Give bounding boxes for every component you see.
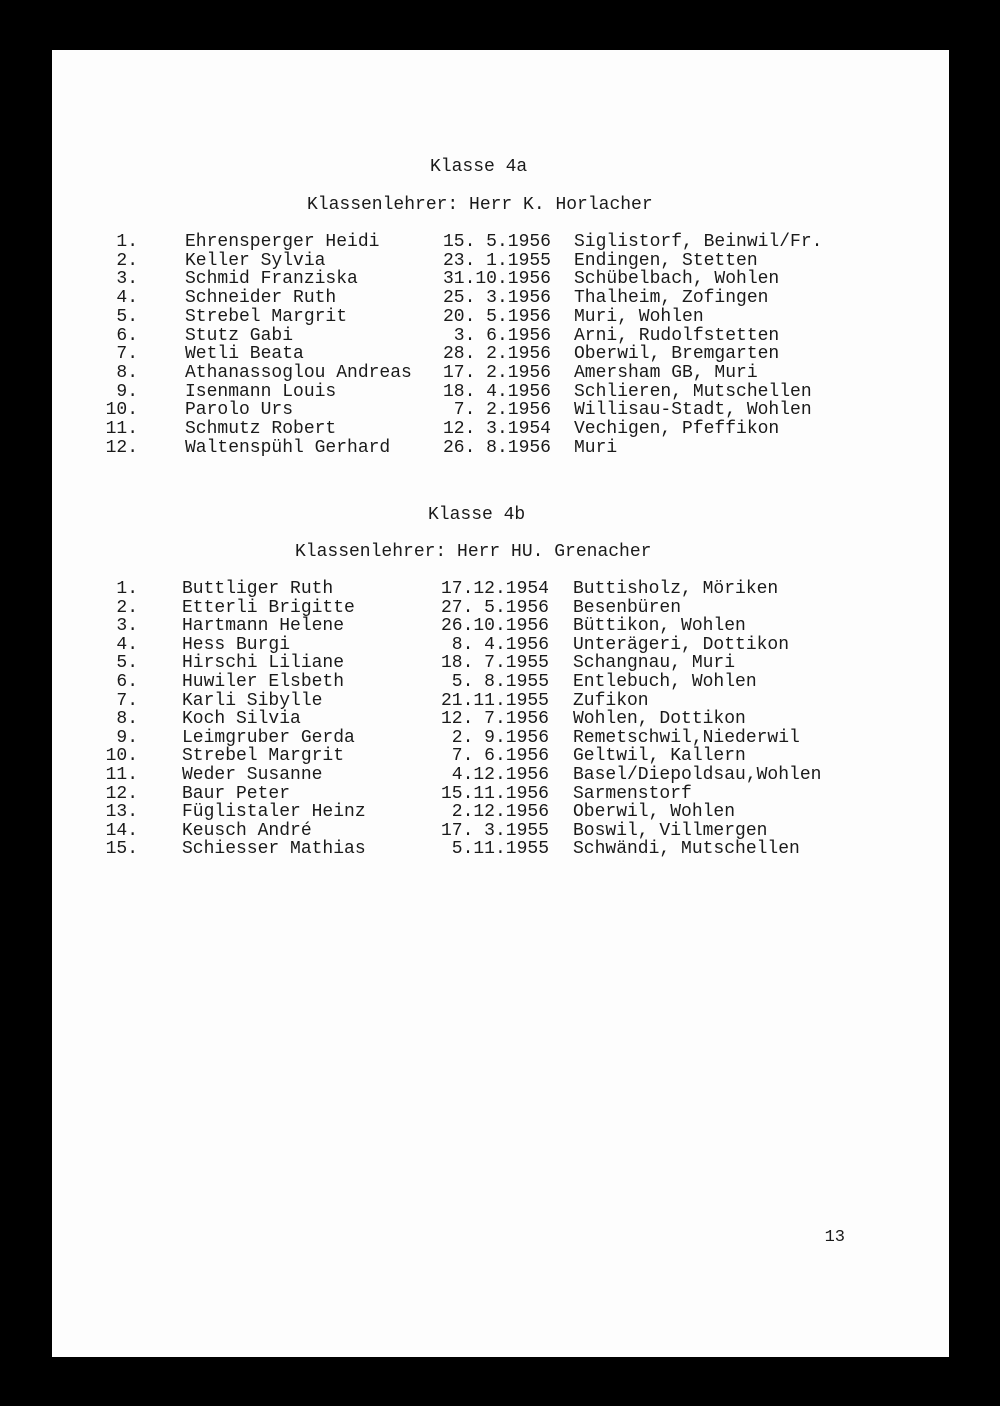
place-of-origin: Schübelbach, Wohlen [574, 269, 780, 290]
table-row [52, 599, 942, 618]
place-of-origin: Willisau-Stadt, Wohlen [574, 400, 812, 421]
row-number: 4. [116, 634, 138, 655]
student-name: Füglistaler Heinz [182, 802, 366, 823]
place-of-origin: Arni, Rudolfstetten [574, 325, 780, 346]
place-of-origin: Remetschwil,Niederwil [573, 727, 800, 748]
row-number: 6. [116, 672, 138, 692]
row-number: 7. [116, 344, 138, 365]
student-name: Schmid Franziska [185, 269, 358, 290]
birth-date: 28. 2.1956 [442, 344, 551, 365]
place-of-origin: Geltwil, Kallern [573, 746, 746, 767]
class-teacher-4b: Klassenlehrer: Herr HU. Grenacher [295, 542, 652, 562]
row-number: 11. [105, 765, 138, 785]
student-name: Keller Sylvia [185, 250, 326, 271]
table-row [52, 401, 942, 420]
place-of-origin: Muri, Wohlen [574, 306, 704, 327]
student-name: Wetli Beata [185, 344, 304, 365]
student-name: Buttliger Ruth [182, 579, 334, 599]
document-page [52, 50, 949, 1357]
birth-date: 2. 9.1956 [451, 727, 549, 748]
row-number: 10. [105, 400, 138, 421]
row-number: 11. [105, 419, 138, 439]
student-name: Strebel Margrit [185, 306, 348, 327]
row-number: 2. [116, 250, 138, 271]
student-name: Stutz Gabi [185, 325, 294, 346]
row-number: 1. [116, 232, 138, 252]
birth-date: 3. 6.1956 [453, 325, 551, 346]
student-name: Baur Peter [182, 783, 291, 804]
student-name: Huwiler Elsbeth [182, 672, 345, 692]
birth-date: 8. 4.1956 [451, 634, 549, 655]
class-title-4a: Klasse 4a [430, 157, 528, 177]
place-of-origin: Basel/Diepoldsau,Wohlen [573, 765, 822, 785]
birth-date: 12. 7.1956 [440, 709, 549, 730]
class-title-4b: Klasse 4b [428, 505, 526, 525]
table-row [52, 747, 942, 766]
row-number: 3. [116, 616, 138, 637]
student-name: Schneider Ruth [185, 288, 337, 309]
student-name: Weder Susanne [182, 765, 323, 785]
place-of-origin: Muri [574, 437, 618, 458]
place-of-origin: Entlebuch, Wohlen [573, 672, 757, 692]
student-name: Schmutz Robert [185, 419, 337, 439]
place-of-origin: Büttikon, Wohlen [573, 616, 746, 637]
place-of-origin: Boswil, Villmergen [573, 820, 768, 841]
table-row [52, 636, 942, 655]
birth-date: 31.10.1956 [442, 269, 551, 290]
birth-date: 26. 8.1956 [442, 437, 551, 458]
place-of-origin: Oberwil, Bremgarten [574, 344, 780, 365]
row-number: 14. [105, 820, 138, 841]
birth-date: 18. 7.1955 [440, 653, 549, 674]
row-number: 2. [116, 597, 138, 618]
student-name: Waltenspühl Gerhard [185, 437, 391, 458]
place-of-origin: Zufikon [573, 690, 649, 711]
place-of-origin: Endingen, Stetten [574, 250, 758, 271]
table-row [52, 766, 942, 785]
place-of-origin: Thalheim, Zofingen [574, 288, 769, 309]
birth-date: 4.12.1956 [451, 765, 549, 785]
birth-date: 17.12.1954 [440, 579, 549, 599]
row-number: 4. [116, 288, 138, 309]
birth-date: 7. 2.1956 [453, 400, 551, 421]
row-number: 9. [116, 381, 138, 402]
table-row [52, 270, 942, 289]
birth-date: 12. 3.1954 [442, 419, 551, 439]
birth-date: 18. 4.1956 [442, 381, 551, 402]
row-number: 10. [105, 746, 138, 767]
table-row [52, 439, 942, 458]
birth-date: 21.11.1955 [440, 690, 549, 711]
table-row [52, 840, 942, 859]
table-row [52, 327, 942, 346]
table-row [52, 673, 942, 692]
row-number: 13. [105, 802, 138, 823]
birth-date: 2.12.1956 [451, 802, 549, 823]
birth-date: 15.11.1956 [440, 783, 549, 804]
table-row [52, 233, 942, 252]
student-name: Etterli Brigitte [182, 597, 355, 618]
table-row [52, 710, 942, 729]
place-of-origin: Amersham GB, Muri [574, 362, 758, 383]
place-of-origin: Vechigen, Pfeffikon [574, 419, 780, 439]
row-number: 5. [116, 306, 138, 327]
table-row [52, 420, 942, 439]
student-name: Leimgruber Gerda [182, 727, 355, 748]
place-of-origin: Schlieren, Mutschellen [574, 381, 812, 402]
student-name: Hess Burgi [182, 634, 291, 655]
student-name: Hartmann Helene [182, 616, 345, 637]
place-of-origin: Oberwil, Wohlen [573, 802, 736, 823]
table-row [52, 580, 942, 599]
table-row [52, 692, 942, 711]
table-row [52, 654, 942, 673]
table-row [52, 383, 942, 402]
table-row [52, 308, 942, 327]
table-row [52, 289, 942, 308]
student-name: Ehrensperger Heidi [185, 232, 380, 252]
place-of-origin: Sarmenstorf [573, 783, 692, 804]
student-name: Isenmann Louis [185, 381, 337, 402]
row-number: 1. [116, 579, 138, 599]
row-number: 6. [116, 325, 138, 346]
row-number: 15. [105, 839, 138, 860]
birth-date: 5. 8.1955 [451, 672, 549, 692]
place-of-origin: Siglistorf, Beinwil/Fr. [574, 232, 823, 252]
student-name: Koch Silvia [182, 709, 301, 730]
birth-date: 27. 5.1956 [440, 597, 549, 618]
birth-date: 23. 1.1955 [442, 250, 551, 271]
class-teacher-4a: Klassenlehrer: Herr K. Horlacher [307, 195, 653, 215]
student-name: Schiesser Mathias [182, 839, 366, 860]
row-number: 8. [116, 709, 138, 730]
row-number: 12. [105, 437, 138, 458]
birth-date: 17. 3.1955 [440, 820, 549, 841]
birth-date: 7. 6.1956 [451, 746, 549, 767]
place-of-origin: Schangnau, Muri [573, 653, 736, 674]
birth-date: 20. 5.1956 [442, 306, 551, 327]
table-row [52, 252, 942, 271]
row-number: 3. [116, 269, 138, 290]
table-row [52, 803, 942, 822]
row-number: 8. [116, 362, 138, 383]
table-row [52, 822, 942, 841]
birth-date: 17. 2.1956 [442, 362, 551, 383]
row-number: 9. [116, 727, 138, 748]
table-row [52, 785, 942, 804]
table-row [52, 364, 942, 383]
student-name: Karli Sibylle [182, 690, 323, 711]
student-name: Hirschi Liliane [182, 653, 345, 674]
place-of-origin: Wohlen, Dottikon [573, 709, 746, 730]
table-row [52, 729, 942, 748]
birth-date: 15. 5.1956 [442, 232, 551, 252]
row-number: 12. [105, 783, 138, 804]
birth-date: 26.10.1956 [440, 616, 549, 637]
student-name: Strebel Margrit [182, 746, 345, 767]
page-number: 13 [824, 1228, 845, 1247]
student-name: Keusch André [182, 820, 312, 841]
place-of-origin: Besenbüren [573, 597, 682, 618]
birth-date: 5.11.1955 [451, 839, 549, 860]
place-of-origin: Buttisholz, Möriken [573, 579, 779, 599]
table-row [52, 345, 942, 364]
place-of-origin: Unterägeri, Dottikon [573, 634, 790, 655]
table-row [52, 617, 942, 636]
student-name: Athanassoglou Andreas [185, 362, 412, 383]
birth-date: 25. 3.1956 [442, 288, 551, 309]
place-of-origin: Schwändi, Mutschellen [573, 839, 800, 860]
row-number: 7. [116, 690, 138, 711]
row-number: 5. [116, 653, 138, 674]
student-name: Parolo Urs [185, 400, 294, 421]
